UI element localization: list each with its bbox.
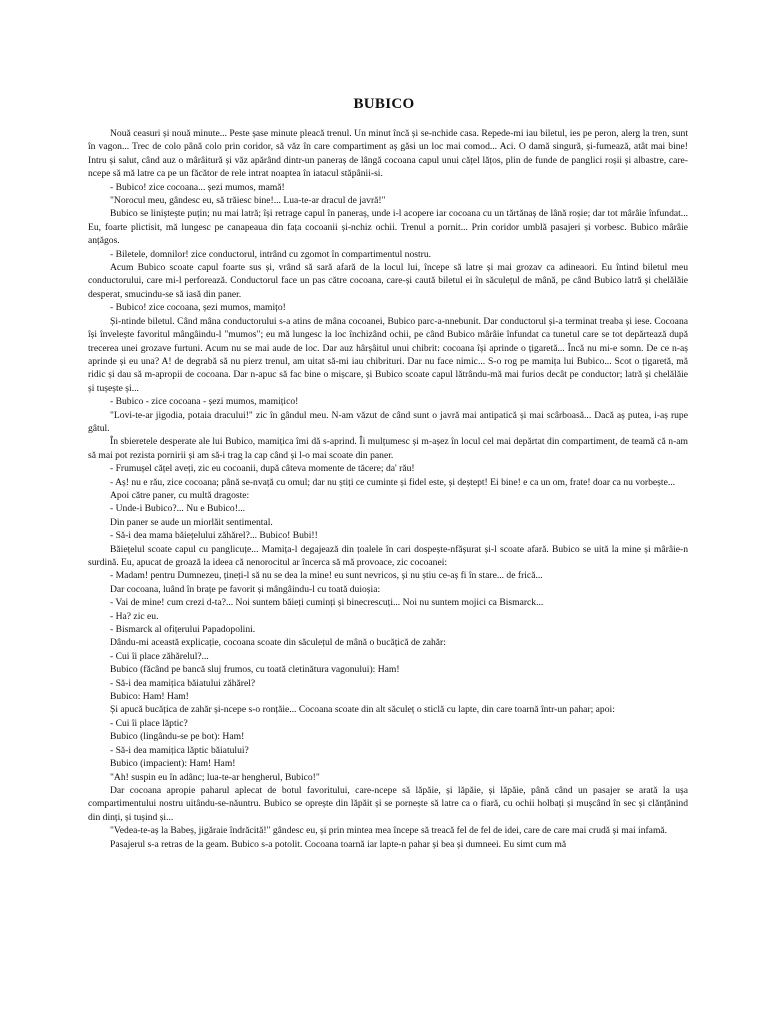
- story-paragraph: Bubico (făcând pe bancă sluj frumos, cu toată cletinătura vagonului): Ham!: [110, 664, 400, 676]
- story-paragraph: Bubico (impacient): Ham! Ham!: [110, 758, 236, 770]
- story-body: [88, 127, 688, 851]
- story-paragraph: Dându-mi această explicație, cocoana scoate din săculețul de mână o bucățică de zahăr:: [110, 637, 446, 649]
- story-paragraph: - Aș! nu e rău, zice cocoana; până se-nvață cu omul; dar nu știți ce cuminte și fidel este, și deștept! Ei bine! e ca un om, frate! doar ca nu vorbește...: [110, 476, 676, 488]
- story-paragraph: Pasajerul s-a retras de la geam. Bubico s-a potolit. Cocoana toarnă iar lapte-n pahar și bea și dumneei. Eu simt cum mă: [110, 838, 567, 850]
- story-paragraph: - Bismarck al ofițerului Papadopolini.: [110, 624, 256, 636]
- story-paragraph: Bubico (lingându-se pe bot): Ham!: [110, 731, 245, 743]
- story-paragraph: - Unde-i Bubico?... Nu e Bubico!...: [110, 503, 246, 515]
- story-paragraph: - Biletele, domnilor! zice conductorul, intrând cu zgomot în compartimentul nostru.: [110, 248, 432, 260]
- story-paragraph: - Vai de mine! cum crezi d-ta?... Noi suntem băieți cuminți și binecrescuți... Noi nu suntem mojici ca Bismarck...: [110, 597, 544, 609]
- story-paragraph: Din paner se aude un miorlăit sentimental.: [110, 516, 273, 528]
- story-paragraph: - Bubico! zice cocoana... șezi mumos, mamă!: [110, 181, 285, 193]
- story-paragraph: Bubico se liniștește puțin; nu mai latră; își retrage capul în paneraș, unde i-l acopere iar cocoana cu un tărtănaș de lână roșie; dar tot mârâie înfundat... Eu, foarte plictisit, mă lungesc pe canapeaua din fața cocoanii și-nchiz ochii. Trenul a pornit... Prin coridor umblă pasajeri și vorbesc. Bubico mârâie anțăgos.: [88, 208, 688, 247]
- story-paragraph: Apoi către paner, cu multă dragoste:: [110, 489, 250, 501]
- story-paragraph: "Ah! suspin eu în adânc; lua-te-ar hengherul, Bubico!": [110, 771, 320, 783]
- story-paragraph: Bubico: Ham! Ham!: [110, 691, 189, 703]
- story-paragraph: - Să-i dea mama băiețelului zăhărel?... Bubico! Bubi!!: [110, 530, 318, 542]
- story-paragraph: - Ha? zic eu.: [110, 610, 159, 622]
- story-title: BUBICO: [353, 96, 415, 112]
- story-paragraph: - Bubico! zice cocoana, șezi mumos, mamițo!: [110, 302, 286, 314]
- story-paragraph: "Lovi-te-ar jigodia, potaia dracului!" zic în gândul meu. N-am văzut de când sunt o javră mai antipatică și mai scârboasă... Dacă aș putea, i-aș rupe gâtul.: [88, 409, 688, 434]
- story-paragraph: - Cui îi place zăhărelul?...: [110, 650, 209, 662]
- story-paragraph: - Frumușel cățel aveți, zic eu cocoanii, după câteva momente de tăcere; da' rău!: [110, 463, 415, 475]
- story-paragraph: Băiețelul scoate capul cu panglicuțe... Mamița-l degajează din țoalele în cari dospește-nfășurat și-l scoate afară. Bubico se uită la mine și mârâie-n surdină. Eu, apucat de groază la ideea că nenorocitul ar încerca să mă provoace, zic cocoanei:: [88, 543, 688, 568]
- story-paragraph: - Bubico - zice cocoana - șezi mumos, mamițico!: [110, 396, 299, 408]
- story-paragraph: Acum Bubico scoate capul foarte sus și, vrând să sară afară de la locul lui, începe să latre și mai grozav ca adineaori. Eu întind biletul meu conductorului, care mi-l perforează. Conductorul face un pas către cocoana, care-și caută biletul ei în săculețul de mână, pe când Bubico latră și chelălăie desperat, smucindu-se să iasă din paner.: [88, 262, 688, 300]
- story-paragraph: Dar cocoana, luând în brațe pe favorit și mângâindu-l cu toată duioșia:: [110, 583, 381, 595]
- story-paragraph: - Să-i dea mamițica băiatului zăhărel?: [110, 677, 256, 689]
- story-paragraph: În sbieretele desperate ale lui Bubico, mamițica îmi dă s-aprind. Îi mulțumesc și m-așez în locul cel mai depărtat din compartiment, de teamă că n-am să mai pot rezista pornirii și am să-i trag la cap când și l-o mai scoate din paner.: [88, 436, 688, 461]
- story-paragraph: - Să-i dea mamițica lăptic băiatului?: [110, 744, 249, 756]
- story-paragraph: Nouă ceasuri și nouă minute... Peste șase minute pleacă trenul. Un minut încă și se-nchide casa. Repede-mi iau biletul, ies pe peron, alerg la tren, sunt în vagon... Trec de colo până colo prin coridor, să văz în care compartiment aș găsi un loc mai comod... Aci. O damă singură, și-fumează, atât mai bine! Intru și salut, când auz o mârâitură și văz apărând dintr-un paneraș de lângă cocoana capul unui cățel lățos, plin de funde de panglici roșii și albastre, care-ncepe să mă latre ca pe un făcător de rele intrat noaptea în iatacul stăpânii-si.: [88, 128, 688, 180]
- story-paragraph: Și apucă bucățica de zahăr și-ncepe s-o ronțăie... Cocoana scoate din alt săculeț o sticlă cu lapte, din care toarnă într-un pahar; apoi:: [110, 704, 615, 716]
- story-paragraph: - Cui îi place lăptic?: [110, 717, 188, 729]
- story-paragraph: Dar cocoana apropie paharul aplecat de botul favoritului, care-ncepe să lăpăie, și lăpăie, și lăpăie, până când un pasajer se arată la ușa compartimentului nostru uitându-se-năuntru. Bubico se oprește din lăpăit și se pornește să latre ca o fiară, cu ochii holbați și mușcând în sec și clănțănind din dinți, și tușind și...: [88, 784, 688, 823]
- story-paragraph: - Madam! pentru Dumnezeu, țineți-l să nu se dea la mine! eu sunt nevricos, și nu știu ce-aș fi în stare... de frică...: [110, 570, 543, 582]
- story-paragraph: "Vedea-te-aș la Babeș, jigăraie îndrăcită!" gândesc eu, și prin mintea mea începe să treacă fel de fel de idei, care de care mai crudă și mai infamă.: [110, 825, 668, 837]
- story-paragraph: "Norocul meu, gândesc eu, să trăiesc bine!... Lua-te-ar dracul de javră!": [110, 195, 386, 207]
- story-paragraph: Și-ntinde biletul. Când mâna conductorului s-a atins de mâna cocoanei, Bubico parc-a-nnebunit. Dar conductorul și-a terminat treaba și iese. Cocoana își învelește favoritul mângâindu-l "mumos"; eu mă lungesc la loc închizând ochii, pe când Bubico mârâie înfundat ca tunetul care se tot depărtează după trecerea unei grozave furtuni. Acum nu se mai aude de loc. Dar auz hârșâitul unui chibrit: cocoana își aprinde o țigaretă... Încă nu mi-e somn. De ce n-aș aprinde și eu una? A! de degrabă să nu pierz trenul, am uitat să-mi iau chibrituri. Dar nu face nimic... S-o rog pe mamița lui Bubico... Scot o țigaretă, mă ridic și dau să m-apropii de cocoana. Dar n-apuc să fac bine o mișcare, și Bubico scoate capul lătrându-mă mai furios decât pe conductor; latră și chelălăie și tușește și...: [88, 315, 688, 394]
